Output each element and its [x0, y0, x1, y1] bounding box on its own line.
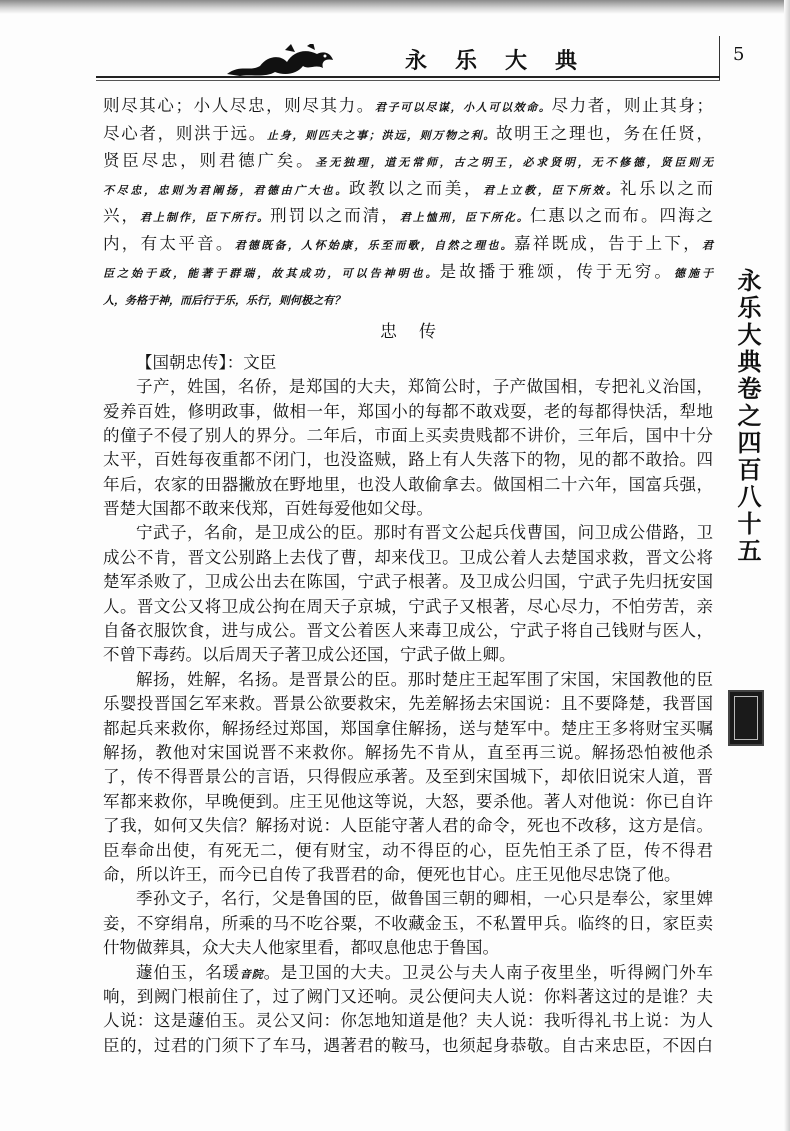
text-line	[103, 790, 713, 814]
page-body	[103, 92, 713, 1058]
text-line	[103, 448, 713, 472]
main-text: 妾，不穿绢帛，所乘的马不吃谷粟，不收藏金玉，不私置甲兵。临终的日，家臣卖	[103, 913, 713, 933]
text-line	[103, 521, 713, 545]
text-line	[103, 570, 713, 594]
text-line	[103, 765, 713, 789]
text-line	[103, 92, 713, 120]
text-line	[103, 1009, 713, 1033]
text-line	[103, 546, 713, 570]
main-text: 蘧伯玉，名瑗	[136, 962, 240, 982]
main-text: 军都来救你，早晚便到。庄王见他这等说，大怒，要杀他。著人对他说：你已自许	[103, 791, 713, 811]
main-text: 什物做葬具，众大夫人他家里看，都叹息他忠于鲁国。	[103, 938, 499, 958]
text-line	[103, 936, 713, 960]
text-line	[103, 258, 713, 286]
main-text: 。是卫国的大夫。卫灵公与夫人南子夜里坐，听得阙门外车	[263, 962, 714, 982]
volume-title-vertical: 永乐大典卷之四百八十五	[733, 268, 762, 565]
text-line	[103, 285, 713, 313]
text-line	[103, 643, 713, 667]
text-line	[103, 400, 713, 424]
main-text: 贤臣尽忠，则君德广矣。	[103, 151, 316, 171]
text-line	[103, 497, 713, 521]
text-line	[103, 692, 713, 716]
main-text: 内，有太平音。	[103, 233, 235, 253]
main-text: 自备衣服饮食，进与成公。晋文公着医人来毒卫成公，宁武子将自己钱财与医人，	[103, 621, 713, 641]
text-line	[103, 961, 713, 985]
header-divider	[719, 36, 720, 80]
text-line	[103, 668, 713, 692]
main-text: 人说：这是蘧伯玉。灵公又问：你怎地知道是他？夫人说：我听得礼书上说：为人	[103, 1011, 713, 1031]
main-text: 仁惠以之而布。四海之	[529, 206, 714, 226]
main-text: 刑罚以之而清，	[270, 206, 400, 226]
main-text: 响，到阙门根前住了，过了阙门又还响。灵公便问夫人说：你料著这过的是谁？夫	[103, 986, 713, 1006]
text-line	[103, 230, 713, 258]
dragon-ornament-icon	[225, 44, 335, 78]
annotation-text: 止身，则匹夫之事；洪远，则万物之利。	[267, 128, 497, 142]
main-text: 解扬，教他对宋国说晋不来救你。解扬先不肯从，直至再三说。解扬恐怕被他杀	[103, 743, 713, 762]
main-text: 命，所以许王，而今已自传了我晋君的命，便死也甘心。庄王见他尽忠饶了他。	[103, 864, 681, 884]
annotation-text: 圣无独理，道无常师，古之明王，必求贤明，无不修德，贤臣则无	[315, 156, 714, 170]
main-text: 解扬，姓解，名扬。是晋景公的臣。那时楚庄王起军围了宋国，宋国教他的臣	[136, 669, 713, 689]
text-line	[103, 814, 713, 838]
main-text: 了，传不得晋景公的言语，只得假应承著。及至到宋国城下，却依旧说宋人道，晋	[103, 767, 713, 787]
main-text: 尽心者，则洪于远。	[103, 123, 268, 143]
annotation-text: 德施于	[673, 266, 714, 280]
text-line	[103, 863, 713, 887]
main-text: 宁武子，名俞，是卫成公的臣。那时有晋文公起兵伐曹国，问卫成公借路，卫	[136, 523, 713, 543]
main-text: 则尽其心；小人尽忠，则尽其力。	[103, 96, 375, 115]
biographies-block	[103, 351, 713, 1058]
text-line	[103, 202, 713, 230]
main-text: 兴，	[103, 206, 141, 226]
text-line	[103, 351, 713, 375]
text-line	[103, 473, 713, 497]
text-line	[103, 741, 713, 765]
page-edge-shadow	[784, 0, 790, 1131]
annotation-text: 君上立教，臣下所效。	[483, 183, 620, 197]
header-rule-thin	[96, 80, 720, 81]
main-text: 政教以之而美，	[349, 178, 484, 198]
main-text: 子产，姓国，名侨，是郑国的大夫，郑简公时，子产做国相，专把礼义治国，	[136, 377, 713, 397]
seal-stamp-icon	[728, 690, 764, 746]
annotation-text: 君子可以尽谋，小人可以效命。	[374, 101, 552, 114]
main-text: 的僮子不侵了别人的界分。二年后，市面上买卖贵贱都不讲价，三年后，国中十分	[103, 425, 713, 445]
annotation-text: 君	[702, 238, 714, 252]
text-line	[103, 424, 713, 448]
main-text: 了我，如何又失信？解扬对说：人臣能守著人君的命令，死也不改移，这方是信。	[103, 816, 713, 836]
main-text: 晋楚大国都不敢来伐郑，百姓每爱他如父母。	[103, 499, 433, 519]
main-text: 是故播于雅颂，传于无穷。	[439, 261, 674, 281]
main-text: 太平，百姓每夜重都不闭门，也没盗贼，路上有人失落下的物，见的都不敢拾。四	[103, 450, 713, 470]
annotation-text: 君上制作，臣下所行。	[140, 211, 271, 225]
main-text: 礼乐以之而	[619, 178, 714, 198]
annotation-text: 君上恤刑，臣下所化。	[399, 211, 530, 225]
main-text: 臣的，过君的门须下了车马，遇著君的鞍马，也须起身恭敬。自古来忠臣，不因白	[103, 1035, 713, 1055]
commentary-block	[103, 92, 713, 313]
text-line	[103, 985, 713, 1009]
main-text: 不曾下毒药。以后周天子著卫成公还国，宁武子做上卿。	[103, 645, 516, 665]
main-text: 爱养百姓，修明政事，做相一年，郑国小的每都不敢戏耍，老的每都得快活，犁地	[103, 401, 713, 421]
text-line	[103, 839, 713, 863]
text-line	[103, 375, 713, 399]
main-text: 人。晋文公又将卫成公拘在周天子京城，宁武子又根著，尽心尽力，不怕劳苦，亲	[103, 596, 713, 616]
running-title: 永乐大典	[405, 48, 606, 74]
main-text: 成公不肯，晋文公别路上去伐了曹，却来伐卫。卫成公着人去楚国求救，晋文公将	[103, 547, 713, 567]
main-text: 臣奉命出使，有死无二，便有财宝，动不得臣的心，臣先怕王杀了臣，传不得君	[103, 840, 713, 860]
text-line	[103, 619, 713, 643]
main-text: 【国朝忠传】：文臣	[136, 352, 277, 372]
main-text: 尽力者，则止其身；	[551, 96, 714, 115]
main-text: 都起兵来救你，解扬经过郑国，郑国拿住解扬，送与楚军中。楚庄王多将财宝买嘱	[103, 718, 713, 738]
page-number: 5	[733, 44, 745, 65]
annotation-text: 音院	[239, 967, 264, 981]
main-text: 乐婴投晋国乞军来救。晋景公欲要救宋，先差解扬去宋国说：且不要降楚，我晋国	[103, 694, 713, 714]
annotation-text: 臣之始于政，能著于群瑞，故其成功，可以告神明也。	[103, 266, 440, 280]
main-text: 年后，农家的田器撇放在野地里，也没人敢偷拿去。做国相二十六年，国富兵强，	[103, 474, 713, 494]
text-line	[103, 912, 713, 936]
main-text: 嘉祥既成，告于上下，	[513, 233, 703, 253]
text-line	[103, 120, 713, 148]
text-line	[103, 147, 713, 175]
text-line	[103, 1034, 713, 1058]
main-text: 楚军杀败了，卫成公出去在陈国，宁武子根著。及卫成公归国，宁武子先归抚安国	[103, 572, 713, 592]
text-line	[103, 887, 713, 911]
text-line	[103, 717, 713, 741]
annotation-text: 君德既备，人怀始康，乐至而歌，自然之理也。	[234, 238, 514, 252]
section-title: 忠传	[380, 321, 458, 342]
text-line	[103, 595, 713, 619]
main-text: 季孙文子，名行，父是鲁国的臣，做鲁国三朝的卿相，一心只是奉公，家里婢	[136, 889, 713, 909]
text-line	[103, 175, 713, 203]
scan-edge-shadow	[0, 0, 790, 14]
annotation-text: 不尽忠，忠则为君阐扬，君德由广大也。	[103, 183, 349, 197]
main-text: 故明王之理也，务在任贤，	[496, 123, 714, 143]
header-rule	[96, 76, 720, 78]
annotation-text: 人，务格于神，而后行于乐，乐行，则何极之有？	[103, 294, 345, 308]
